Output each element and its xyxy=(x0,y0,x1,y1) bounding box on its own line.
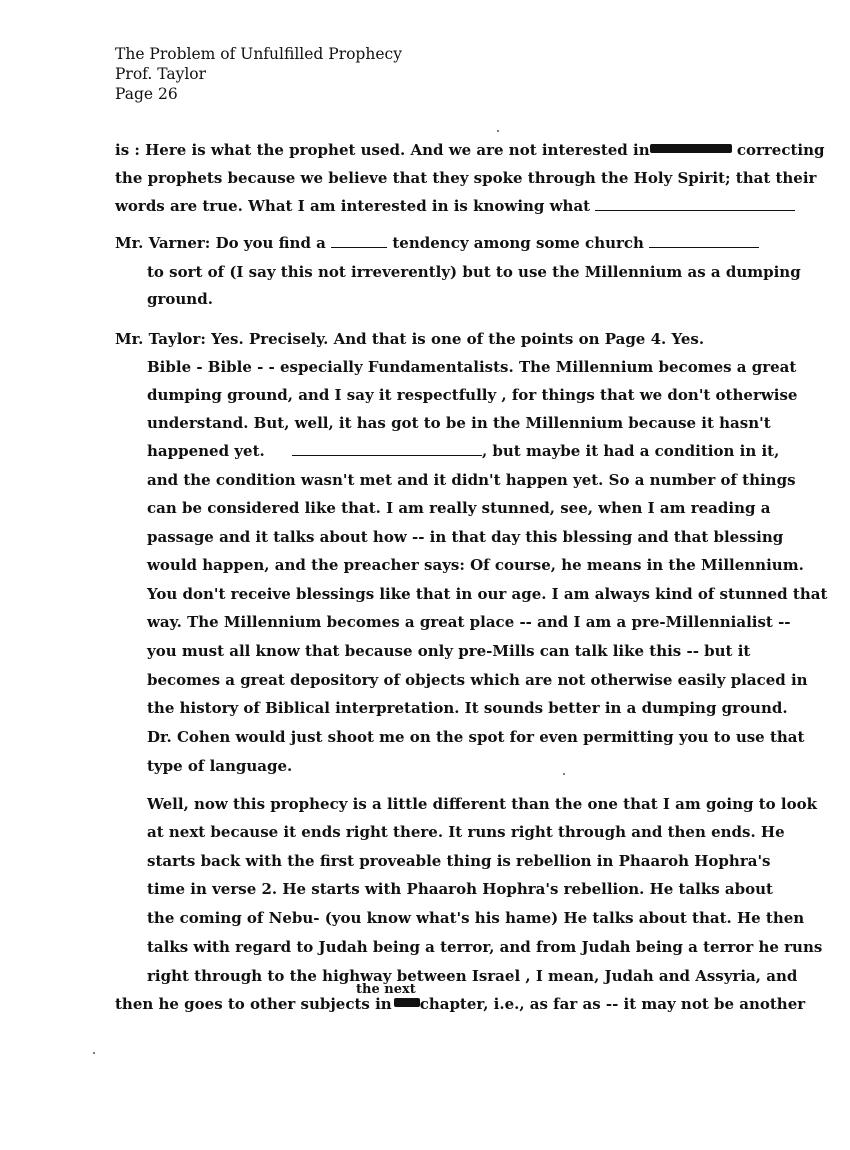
body-line xyxy=(115,197,795,215)
body-text: chapter, i.e., as far as -- it may not be another xyxy=(419,995,806,1013)
body-text: happened yet. xyxy=(147,442,265,460)
scan-speck xyxy=(93,1052,95,1054)
handwritten-insertion: the next xyxy=(356,982,416,997)
body-line: time in verse 2. He starts with Phaaroh Hophra's rebellion. He talks about xyxy=(147,880,773,898)
body-line: to sort of (I say this not irreverently) but to use the Millennium as a dumping xyxy=(147,263,801,281)
page-number: Page 26 xyxy=(115,85,178,103)
fill-in-blank xyxy=(292,443,482,456)
fill-in-blank xyxy=(331,235,387,248)
body-text: tendency among some church xyxy=(392,234,644,252)
redaction-mark xyxy=(650,144,732,153)
document-title: The Problem of Unfulfilled Prophecy xyxy=(115,45,402,63)
body-line: you must all know that because only pre-Mills can talk like this -- but it xyxy=(147,642,751,660)
body-line: becomes a great depository of objects which are not otherwise easily placed in xyxy=(147,671,808,689)
body-line: way. The Millennium becomes a great place -- and I am a pre-Millennialist -- xyxy=(147,613,791,631)
body-line: ground. xyxy=(147,290,213,308)
body-line: Bible - Bible - - especially Fundamentalists. The Millennium becomes a great xyxy=(147,358,797,376)
body-line: talks with regard to Judah being a terror, and from Judah being a terror he runs xyxy=(147,938,823,956)
fill-in-blank xyxy=(649,235,759,248)
body-text: is : Here is what the prophet used. And we are not interested in xyxy=(115,141,650,159)
body-line: the history of Biblical interpretation. It sounds better in a dumping ground. xyxy=(147,699,788,717)
body-text: , but maybe it had a condition in it, xyxy=(481,442,780,460)
body-text: then he goes to other subjects in xyxy=(115,995,392,1013)
body-text: words are true. What I am interested in is knowing what xyxy=(115,197,591,215)
body-line: type of language. xyxy=(147,757,293,775)
body-line: would happen, and the preacher says: Of course, he means in the Millennium. xyxy=(147,556,804,574)
body-line: dumping ground, and I say it respectfully , for things that we don't otherwise xyxy=(147,386,798,404)
body-line xyxy=(115,234,759,252)
body-line: at next because it ends right there. It runs right through and then ends. He xyxy=(147,823,785,841)
body-line: can be considered like that. I am really stunned, see, when I am reading a xyxy=(147,499,771,517)
body-line: You don't receive blessings like that in our age. I am always kind of stunned that xyxy=(147,585,828,603)
body-text: correcting xyxy=(736,141,825,159)
scan-speck xyxy=(497,130,499,132)
body-line: right through to the highway between Israel , I mean, Judah and Assyria, and xyxy=(147,967,798,985)
scan-speck xyxy=(563,773,565,775)
body-line: the coming of Nebu- (you know what's his hame) He talks about that. He then xyxy=(147,909,805,927)
body-line: and the condition wasn't met and it didn't happen yet. So a number of things xyxy=(147,471,796,489)
document-author: Prof. Taylor xyxy=(115,65,207,83)
body-line xyxy=(115,995,805,1013)
body-line: the prophets because we believe that they spoke through the Holy Spirit; that their xyxy=(115,169,817,187)
body-line: Mr. Taylor: Yes. Precisely. And that is one of the points on Page 4. Yes. xyxy=(115,330,705,348)
body-line: starts back with the first proveable thing is rebellion in Phaaroh Hophra's xyxy=(147,852,771,870)
body-line xyxy=(147,442,779,460)
body-line xyxy=(115,141,825,159)
fill-in-blank xyxy=(595,198,795,211)
body-line: Dr. Cohen would just shoot me on the spot for even permitting you to use that xyxy=(147,728,805,746)
body-text: Mr. Varner: Do you find a xyxy=(115,234,326,252)
redaction-mark xyxy=(394,998,420,1007)
body-line: Well, now this prophecy is a little different than the one that I am going to look xyxy=(147,795,818,813)
body-line: understand. But, well, it has got to be in the Millennium because it hasn't xyxy=(147,414,771,432)
body-line: passage and it talks about how -- in that day this blessing and that blessing xyxy=(147,528,784,546)
